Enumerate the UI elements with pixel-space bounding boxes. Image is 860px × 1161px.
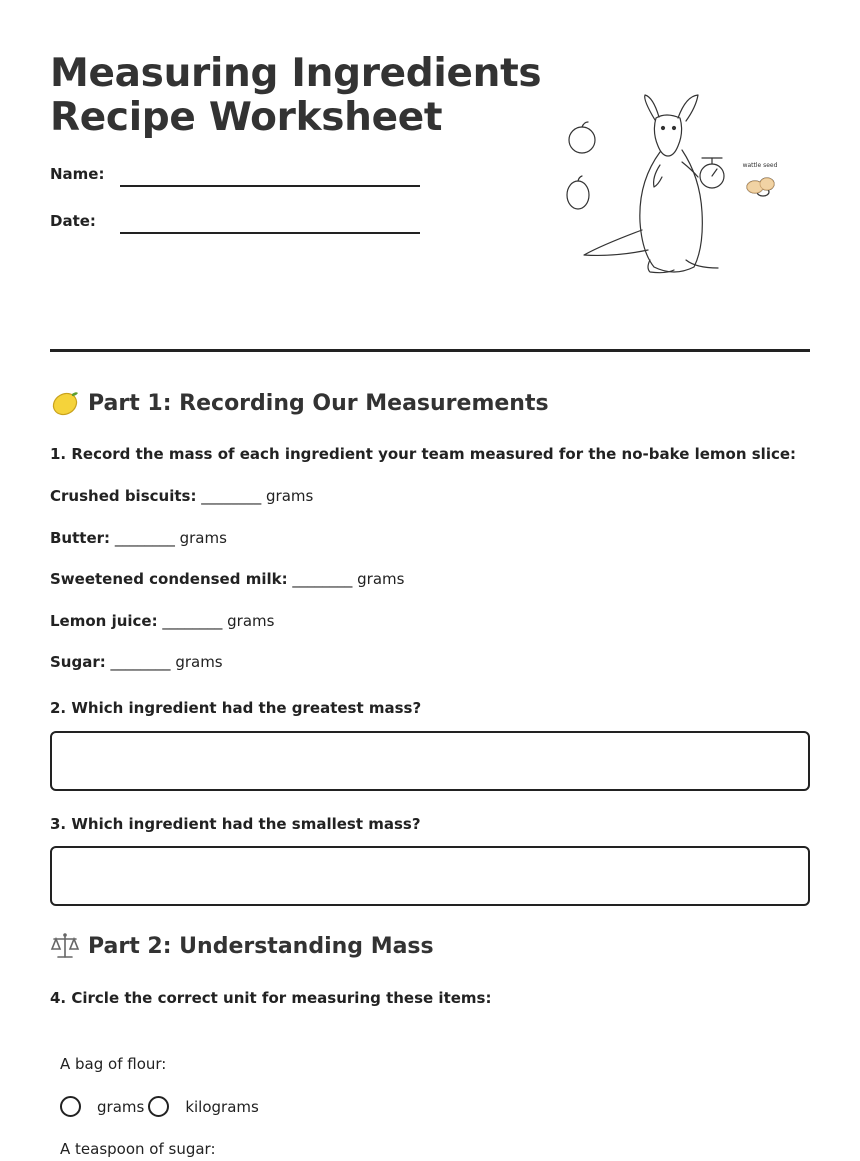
ingredient-row-lemon-juice [50, 612, 274, 630]
part1-heading [50, 388, 549, 418]
ingredient-blank[interactable]: ________ [162, 612, 223, 630]
part2-heading-text: Part 2: Understanding Mass [88, 933, 434, 959]
question-2: 2. Which ingredient had the greatest mass? [50, 699, 422, 717]
answer-box-smallest-mass[interactable] [50, 846, 810, 906]
name-input-line[interactable] [120, 185, 420, 187]
ingredient-row-crushed-biscuits [50, 487, 313, 505]
date-label: Date: [50, 212, 96, 230]
ingredient-label: Lemon juice: [50, 612, 158, 630]
ingredient-row-sugar [50, 653, 223, 671]
question-3: 3. Which ingredient had the smallest mass? [50, 815, 421, 833]
date-input-line[interactable] [120, 232, 420, 234]
ingredient-unit: grams [175, 653, 223, 671]
lemon-drawing-icon [567, 181, 589, 209]
answer-box-greatest-mass[interactable] [50, 731, 810, 791]
ingredient-unit: grams [357, 570, 405, 588]
unit-choice-flour [60, 1096, 263, 1117]
ingredient-unit: grams [179, 529, 227, 547]
ingredient-blank[interactable]: ________ [201, 487, 262, 505]
question-4: 4. Circle the correct unit for measuring these items: [50, 989, 492, 1007]
ingredient-unit: grams [266, 487, 314, 505]
name-field [50, 165, 420, 183]
date-field [50, 212, 420, 230]
question-1: 1. Record the mass of each ingredient your team measured for the no-bake lemon slice: [50, 445, 797, 463]
balance-scale-icon [50, 931, 80, 961]
page-title [50, 52, 541, 140]
item-label-flour: A bag of flour: [60, 1055, 167, 1073]
ingredient-row-condensed-milk [50, 570, 404, 588]
ingredient-label: Butter: [50, 529, 111, 547]
wattle-seed-caption: wattle seed [742, 162, 778, 169]
ingredient-blank[interactable]: ________ [110, 653, 171, 671]
radio-label-kilograms: kilograms [185, 1097, 259, 1116]
ingredient-blank[interactable]: ________ [114, 529, 175, 547]
ingredient-label: Sugar: [50, 653, 106, 671]
name-label: Name: [50, 165, 105, 183]
title-line-1: Measuring Ingredients [50, 51, 542, 96]
part1-heading-text: Part 1: Recording Our Measurements [88, 390, 549, 416]
ingredient-unit: grams [227, 612, 275, 630]
radio-grams[interactable] [60, 1096, 81, 1117]
part2-heading [50, 931, 434, 961]
lemon-icon [50, 388, 80, 418]
header-divider [50, 349, 810, 352]
orange-icon [569, 127, 595, 153]
radio-label-grams: grams [97, 1097, 145, 1116]
ingredient-label: Crushed biscuits: [50, 487, 197, 505]
title-line-2: Recipe Worksheet [50, 95, 443, 140]
ingredient-blank[interactable]: ________ [292, 570, 353, 588]
kangaroo-illustration [560, 90, 790, 285]
item-label-sugar: A teaspoon of sugar: [60, 1140, 216, 1158]
radio-kilograms[interactable] [148, 1096, 169, 1117]
ingredient-row-butter [50, 529, 227, 547]
ingredient-label: Sweetened condensed milk: [50, 570, 288, 588]
